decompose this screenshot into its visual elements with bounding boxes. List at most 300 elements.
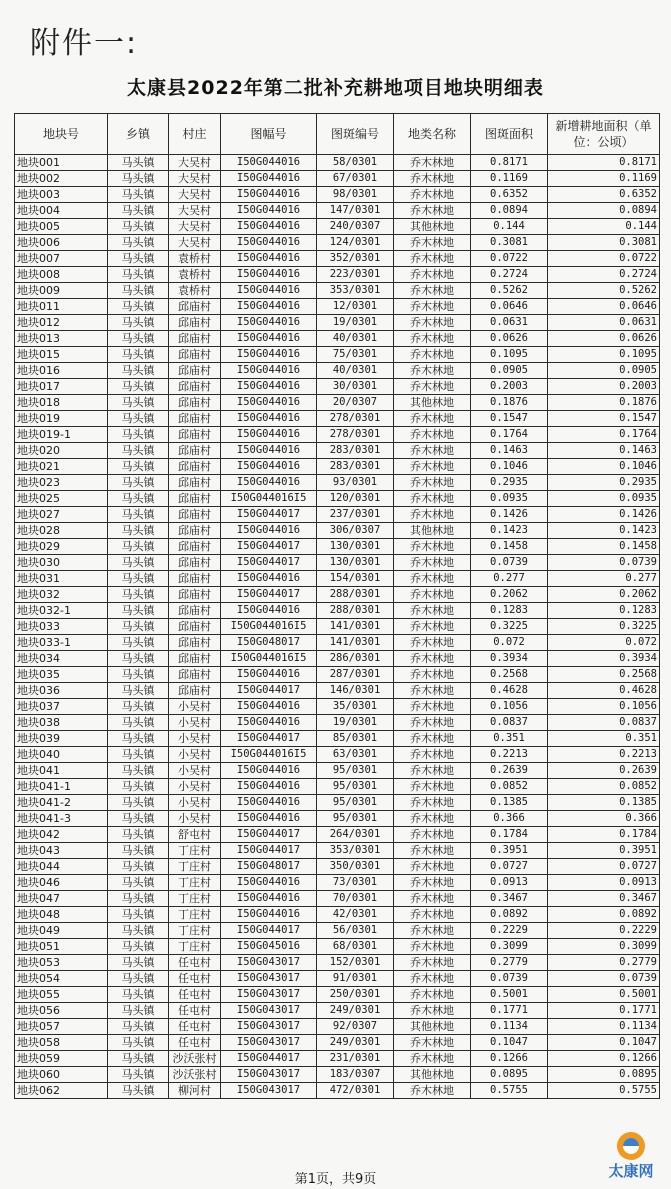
new-area-cell: 0.6352 [548,187,660,203]
patch-number-cell: 30/0301 [317,379,394,395]
patch-number-cell: 19/0301 [317,315,394,331]
village-cell: 大吴村 [169,235,221,251]
village-cell: 丁庄村 [169,923,221,939]
patch-area-cell: 0.1426 [471,507,548,523]
land-class-cell: 乔木林地 [394,587,471,603]
patch-area-cell: 0.1056 [471,699,548,715]
patch-area-cell: 0.1046 [471,459,548,475]
land-class-cell: 其他林地 [394,523,471,539]
village-cell: 大吴村 [169,203,221,219]
village-cell: 邱庙村 [169,347,221,363]
header-town: 乡镇 [108,114,169,155]
table-row [15,267,660,283]
page-title: 太康县2022年第二批补充耕地项目地块明细表 [127,77,544,99]
patch-number-cell: 250/0301 [317,987,394,1003]
header-parcel-id: 地块号 [15,114,108,155]
table-row [15,411,660,427]
map-sheet-cell: I50G043017 [221,1083,317,1099]
attachment-label: 附件一: [30,26,139,61]
map-sheet-cell: I50G044016 [221,187,317,203]
parcel-id-cell: 地块017 [15,379,108,395]
town-cell: 马头镇 [108,219,169,235]
new-area-cell: 0.3951 [548,843,660,859]
new-area-cell: 0.3225 [548,619,660,635]
town-cell: 马头镇 [108,683,169,699]
patch-number-cell: 92/0307 [317,1019,394,1035]
table-row [15,939,660,955]
patch-area-cell: 0.3467 [471,891,548,907]
parcel-id-cell: 地块002 [15,171,108,187]
town-cell: 马头镇 [108,923,169,939]
parcel-id-cell: 地块011 [15,299,108,315]
patch-number-cell: 147/0301 [317,203,394,219]
new-area-cell: 0.1547 [548,411,660,427]
town-cell: 马头镇 [108,667,169,683]
patch-number-cell: 70/0301 [317,891,394,907]
land-class-cell: 乔木林地 [394,651,471,667]
patch-area-cell: 0.0631 [471,315,548,331]
land-class-cell: 乔木林地 [394,555,471,571]
patch-area-cell: 0.0739 [471,971,548,987]
table-row [15,235,660,251]
table-row [15,443,660,459]
patch-number-cell: 352/0301 [317,251,394,267]
new-area-cell: 0.5001 [548,987,660,1003]
table-row [15,907,660,923]
village-cell: 任屯村 [169,1019,221,1035]
parcel-id-cell: 地块059 [15,1051,108,1067]
parcel-id-cell: 地块041-1 [15,779,108,795]
town-cell: 马头镇 [108,971,169,987]
town-cell: 马头镇 [108,539,169,555]
town-cell: 马头镇 [108,379,169,395]
village-cell: 邱庙村 [169,443,221,459]
map-sheet-cell: I50G044016 [221,523,317,539]
parcel-id-cell: 地块012 [15,315,108,331]
new-area-cell: 0.1056 [548,699,660,715]
land-class-cell: 其他林地 [394,219,471,235]
land-class-cell: 乔木林地 [394,1035,471,1051]
new-area-cell: 0.1266 [548,1051,660,1067]
patch-number-cell: 85/0301 [317,731,394,747]
patch-area-cell: 0.351 [471,731,548,747]
patch-area-cell: 0.1134 [471,1019,548,1035]
village-cell: 袁桥村 [169,251,221,267]
patch-area-cell: 0.0727 [471,859,548,875]
new-area-cell: 0.0892 [548,907,660,923]
map-sheet-cell: I50G044016 [221,379,317,395]
land-class-cell: 乔木林地 [394,715,471,731]
town-cell: 马头镇 [108,619,169,635]
patch-area-cell: 0.1423 [471,523,548,539]
table-row [15,603,660,619]
village-cell: 小吴村 [169,715,221,731]
village-cell: 任屯村 [169,971,221,987]
parcel-id-cell: 地块008 [15,267,108,283]
town-cell: 马头镇 [108,795,169,811]
patch-number-cell: 288/0301 [317,587,394,603]
map-sheet-cell: I50G043017 [221,971,317,987]
land-class-cell: 乔木林地 [394,427,471,443]
new-area-cell: 0.2639 [548,763,660,779]
logo-text: 太康网 [608,1162,654,1180]
map-sheet-cell: I50G048017 [221,859,317,875]
patch-number-cell: 20/0307 [317,395,394,411]
new-area-cell: 0.3081 [548,235,660,251]
village-cell: 邱庙村 [169,395,221,411]
table-row [15,395,660,411]
table-row [15,251,660,267]
town-cell: 马头镇 [108,987,169,1003]
parcel-id-cell: 地块040 [15,747,108,763]
patch-area-cell: 0.1385 [471,795,548,811]
parcel-id-cell: 地块031 [15,571,108,587]
patch-number-cell: 63/0301 [317,747,394,763]
town-cell: 马头镇 [108,635,169,651]
patch-area-cell: 0.0913 [471,875,548,891]
new-area-cell: 0.2724 [548,267,660,283]
map-sheet-cell: I50G044016 [221,427,317,443]
table-body [15,155,660,1099]
land-class-cell: 乔木林地 [394,1003,471,1019]
map-sheet-cell: I50G044016 [221,411,317,427]
patch-area-cell: 0.2213 [471,747,548,763]
land-class-cell: 乔木林地 [394,875,471,891]
land-class-cell: 其他林地 [394,395,471,411]
map-sheet-cell: I50G044016 [221,315,317,331]
new-area-cell: 0.1169 [548,171,660,187]
parcel-id-cell: 地块049 [15,923,108,939]
table-row [15,811,660,827]
new-area-cell: 0.1385 [548,795,660,811]
patch-number-cell: 278/0301 [317,411,394,427]
new-area-cell: 0.2062 [548,587,660,603]
town-cell: 马头镇 [108,267,169,283]
header-land-class: 地类名称 [394,114,471,155]
land-class-cell: 乔木林地 [394,731,471,747]
new-area-cell: 0.4628 [548,683,660,699]
village-cell: 邱庙村 [169,603,221,619]
land-class-cell: 乔木林地 [394,283,471,299]
village-cell: 邱庙村 [169,363,221,379]
table-header-row [15,114,660,155]
map-sheet-cell: I50G044017 [221,539,317,555]
patch-area-cell: 0.0646 [471,299,548,315]
new-area-cell: 0.144 [548,219,660,235]
town-cell: 马头镇 [108,939,169,955]
village-cell: 邱庙村 [169,475,221,491]
patch-number-cell: 287/0301 [317,667,394,683]
table-row [15,539,660,555]
village-cell: 任屯村 [169,1003,221,1019]
patch-area-cell: 0.2229 [471,923,548,939]
land-class-cell: 乔木林地 [394,507,471,523]
land-class-cell: 乔木林地 [394,331,471,347]
table-row [15,347,660,363]
patch-number-cell: 231/0301 [317,1051,394,1067]
map-sheet-cell: I50G044016 [221,203,317,219]
village-cell: 邱庙村 [169,379,221,395]
table-row [15,491,660,507]
town-cell: 马头镇 [108,443,169,459]
town-cell: 马头镇 [108,603,169,619]
parcel-id-cell: 地块037 [15,699,108,715]
new-area-cell: 0.0739 [548,555,660,571]
map-sheet-cell: I50G044017 [221,1051,317,1067]
new-area-cell: 0.2935 [548,475,660,491]
new-area-cell: 0.0739 [548,971,660,987]
table-row [15,747,660,763]
land-class-cell: 乔木林地 [394,843,471,859]
parcel-id-cell: 地块013 [15,331,108,347]
village-cell: 邱庙村 [169,587,221,603]
table-row [15,1051,660,1067]
patch-number-cell: 130/0301 [317,555,394,571]
town-cell: 马头镇 [108,587,169,603]
patch-number-cell: 350/0301 [317,859,394,875]
patch-area-cell: 0.0722 [471,251,548,267]
parcel-id-cell: 地块019-1 [15,427,108,443]
new-area-cell: 0.277 [548,571,660,587]
patch-number-cell: 240/0307 [317,219,394,235]
patch-area-cell: 0.4628 [471,683,548,699]
map-sheet-cell: I50G044016 [221,155,317,171]
map-sheet-cell: I50G044016 [221,331,317,347]
village-cell: 袁桥村 [169,267,221,283]
map-sheet-cell: I50G044016 [221,363,317,379]
new-area-cell: 0.1046 [548,459,660,475]
patch-area-cell: 0.0894 [471,203,548,219]
land-class-cell: 乔木林地 [394,907,471,923]
table-row [15,667,660,683]
village-cell: 邱庙村 [169,411,221,427]
table-row [15,827,660,843]
patch-number-cell: 58/0301 [317,155,394,171]
new-area-cell: 0.366 [548,811,660,827]
village-cell: 邱庙村 [169,299,221,315]
map-sheet-cell: I50G043017 [221,1003,317,1019]
town-cell: 马头镇 [108,523,169,539]
table-row [15,635,660,651]
parcel-id-cell: 地块001 [15,155,108,171]
header-new-area: 新增耕地面积（单位：公顷） [548,114,660,155]
town-cell: 马头镇 [108,347,169,363]
map-sheet-cell: I50G044016I5 [221,651,317,667]
land-class-cell: 乔木林地 [394,667,471,683]
town-cell: 马头镇 [108,1003,169,1019]
new-area-cell: 0.0895 [548,1067,660,1083]
parcel-id-cell: 地块032-1 [15,603,108,619]
parcel-id-cell: 地块027 [15,507,108,523]
patch-number-cell: 353/0301 [317,283,394,299]
village-cell: 任屯村 [169,955,221,971]
new-area-cell: 0.8171 [548,155,660,171]
land-class-cell: 乔木林地 [394,795,471,811]
patch-number-cell: 75/0301 [317,347,394,363]
patch-number-cell: 264/0301 [317,827,394,843]
patch-number-cell: 472/0301 [317,1083,394,1099]
parcel-id-cell: 地块004 [15,203,108,219]
town-cell: 马头镇 [108,1067,169,1083]
parcel-id-cell: 地块043 [15,843,108,859]
new-area-cell: 0.1764 [548,427,660,443]
parcel-id-cell: 地块019 [15,411,108,427]
new-area-cell: 0.351 [548,731,660,747]
village-cell: 大吴村 [169,155,221,171]
parcel-id-cell: 地块016 [15,363,108,379]
patch-area-cell: 0.8171 [471,155,548,171]
parcel-id-cell: 地块041-3 [15,811,108,827]
table-row [15,955,660,971]
town-cell: 马头镇 [108,779,169,795]
village-cell: 邱庙村 [169,523,221,539]
new-area-cell: 0.0727 [548,859,660,875]
map-sheet-cell: I50G043017 [221,955,317,971]
parcel-id-cell: 地块028 [15,523,108,539]
header-patch-area: 图斑面积 [471,114,548,155]
land-class-cell: 乔木林地 [394,811,471,827]
map-sheet-cell: I50G044017 [221,827,317,843]
village-cell: 邱庙村 [169,331,221,347]
land-class-cell: 乔木林地 [394,923,471,939]
new-area-cell: 0.1784 [548,827,660,843]
table-row [15,363,660,379]
table-row [15,1003,660,1019]
map-sheet-cell: I50G044016 [221,443,317,459]
town-cell: 马头镇 [108,203,169,219]
village-cell: 邱庙村 [169,539,221,555]
town-cell: 马头镇 [108,459,169,475]
patch-area-cell: 0.3099 [471,939,548,955]
map-sheet-cell: I50G044016I5 [221,491,317,507]
village-cell: 大吴村 [169,171,221,187]
village-cell: 小吴村 [169,811,221,827]
map-sheet-cell: I50G044016 [221,571,317,587]
land-class-cell: 乔木林地 [394,251,471,267]
town-cell: 马头镇 [108,715,169,731]
land-class-cell: 乔木林地 [394,779,471,795]
village-cell: 沙沃张村 [169,1067,221,1083]
map-sheet-cell: I50G044016 [221,235,317,251]
patch-number-cell: 286/0301 [317,651,394,667]
table-row [15,155,660,171]
village-cell: 邱庙村 [169,635,221,651]
town-cell: 马头镇 [108,891,169,907]
town-cell: 马头镇 [108,1035,169,1051]
land-class-cell: 乔木林地 [394,491,471,507]
patch-area-cell: 0.277 [471,571,548,587]
town-cell: 马头镇 [108,315,169,331]
town-cell: 马头镇 [108,731,169,747]
parcel-id-cell: 地块060 [15,1067,108,1083]
patch-number-cell: 95/0301 [317,795,394,811]
town-cell: 马头镇 [108,763,169,779]
table-row [15,651,660,667]
land-class-cell: 乔木林地 [394,747,471,763]
patch-number-cell: 40/0301 [317,331,394,347]
parcel-id-cell: 地块029 [15,539,108,555]
map-sheet-cell: I50G043017 [221,1067,317,1083]
patch-number-cell: 91/0301 [317,971,394,987]
new-area-cell: 0.1771 [548,1003,660,1019]
town-cell: 马头镇 [108,699,169,715]
land-class-cell: 乔木林地 [394,635,471,651]
patch-area-cell: 0.3225 [471,619,548,635]
town-cell: 马头镇 [108,299,169,315]
village-cell: 小吴村 [169,795,221,811]
patch-number-cell: 283/0301 [317,459,394,475]
land-class-cell: 乔木林地 [394,1083,471,1099]
parcel-id-cell: 地块047 [15,891,108,907]
land-class-cell: 乔木林地 [394,859,471,875]
new-area-cell: 0.2003 [548,379,660,395]
land-class-cell: 乔木林地 [394,603,471,619]
village-cell: 丁庄村 [169,875,221,891]
new-area-cell: 0.0913 [548,875,660,891]
parcel-id-cell: 地块048 [15,907,108,923]
table-row [15,875,660,891]
town-cell: 马头镇 [108,155,169,171]
village-cell: 邱庙村 [169,619,221,635]
patch-area-cell: 0.0905 [471,363,548,379]
new-area-cell: 0.0626 [548,331,660,347]
patch-area-cell: 0.1095 [471,347,548,363]
land-class-cell: 乔木林地 [394,1051,471,1067]
table-row [15,379,660,395]
header-map-sheet: 图幅号 [221,114,317,155]
land-class-cell: 乔木林地 [394,299,471,315]
patch-number-cell: 249/0301 [317,1035,394,1051]
town-cell: 马头镇 [108,331,169,347]
new-area-cell: 0.0894 [548,203,660,219]
village-cell: 大吴村 [169,219,221,235]
patch-area-cell: 0.072 [471,635,548,651]
patch-number-cell: 67/0301 [317,171,394,187]
patch-number-cell: 68/0301 [317,939,394,955]
parcel-id-cell: 地块033 [15,619,108,635]
table-row [15,571,660,587]
patch-number-cell: 56/0301 [317,923,394,939]
town-cell: 马头镇 [108,507,169,523]
table-row [15,699,660,715]
town-cell: 马头镇 [108,843,169,859]
table-row [15,523,660,539]
town-cell: 马头镇 [108,235,169,251]
map-sheet-cell: I50G044016 [221,795,317,811]
town-cell: 马头镇 [108,555,169,571]
new-area-cell: 0.1283 [548,603,660,619]
map-sheet-cell: I50G044017 [221,843,317,859]
table-row [15,555,660,571]
patch-area-cell: 0.2568 [471,667,548,683]
map-sheet-cell: I50G044016 [221,715,317,731]
patch-area-cell: 0.366 [471,811,548,827]
table-row [15,507,660,523]
patch-area-cell: 0.3934 [471,651,548,667]
patch-area-cell: 0.2003 [471,379,548,395]
parcel-id-cell: 地块023 [15,475,108,491]
parcel-id-cell: 地块057 [15,1019,108,1035]
patch-area-cell: 0.3081 [471,235,548,251]
map-sheet-cell: I50G044017 [221,731,317,747]
patch-number-cell: 95/0301 [317,763,394,779]
new-area-cell: 0.3934 [548,651,660,667]
patch-area-cell: 0.1771 [471,1003,548,1019]
village-cell: 邱庙村 [169,667,221,683]
parcel-id-cell: 地块054 [15,971,108,987]
table-row [15,475,660,491]
header-patch-number: 图斑编号 [317,114,394,155]
